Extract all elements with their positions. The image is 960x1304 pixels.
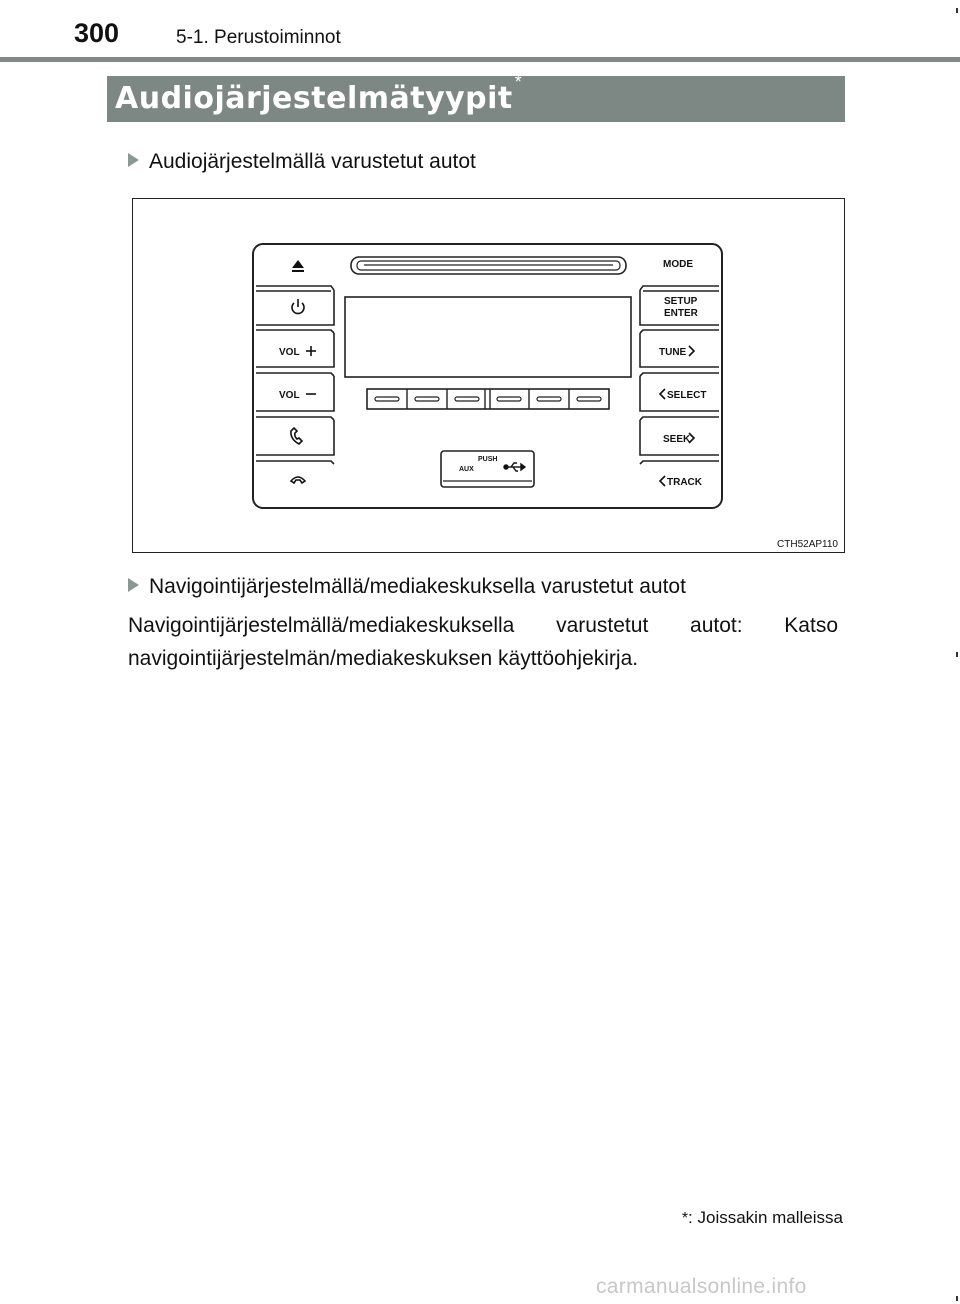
port-aux-label: AUX: [459, 466, 474, 473]
subsection-navigation-label: Navigointijärjestelmällä/mediakeskuksella varustetut autot: [149, 575, 686, 598]
watermark: carmanualsonline.info: [596, 1275, 807, 1298]
vol-down-label: VOL: [279, 390, 300, 401]
footnote-text: : Joissakin malleissa: [688, 1208, 843, 1227]
title-asterisk: *: [514, 72, 522, 92]
section-title: Audiojärjestelmätyypit: [115, 81, 513, 116]
body-paragraph: Navigointijärjestelmällä/mediakeskuksella varustetut autot: Katso navigointijärjestelmän/mediakeskuksen käyttöohjekirja.: [128, 614, 838, 670]
mode-label: MODE: [663, 259, 693, 270]
subsection-audio: [128, 150, 476, 174]
figure-code: CTH52AP110: [777, 539, 838, 550]
page-number: 300: [74, 18, 120, 48]
header-rule: [0, 57, 960, 62]
margin-tick: [956, 1296, 958, 1301]
select-label: SELECT: [667, 390, 707, 401]
bullet-triangle-icon: [128, 153, 139, 167]
setup-label: SETUP: [664, 296, 698, 307]
tune-label: TUNE: [659, 347, 687, 358]
port-push-label: PUSH: [478, 456, 498, 463]
audio-unit-illustration: [133, 199, 844, 552]
footnote-star: *: [681, 1210, 689, 1227]
subsection-navigation: [128, 575, 686, 599]
margin-tick: [956, 652, 958, 657]
enter-label: ENTER: [664, 308, 698, 319]
preset-buttons: [367, 389, 609, 409]
seek-label: SEEK: [663, 434, 691, 445]
bullet-triangle-icon: [128, 578, 139, 592]
audio-unit-figure: [132, 198, 845, 553]
display-screen: [345, 297, 631, 377]
vol-up-label: VOL: [279, 347, 300, 358]
footnote: [682, 1208, 843, 1228]
margin-tick: [956, 8, 958, 13]
chapter-heading: 5-1. Perustoiminnot: [176, 27, 341, 48]
track-label: TRACK: [667, 477, 702, 488]
subsection-audio-label: Audiojärjestelmällä varustetut autot: [149, 150, 476, 173]
section-title-band: [107, 72, 845, 122]
